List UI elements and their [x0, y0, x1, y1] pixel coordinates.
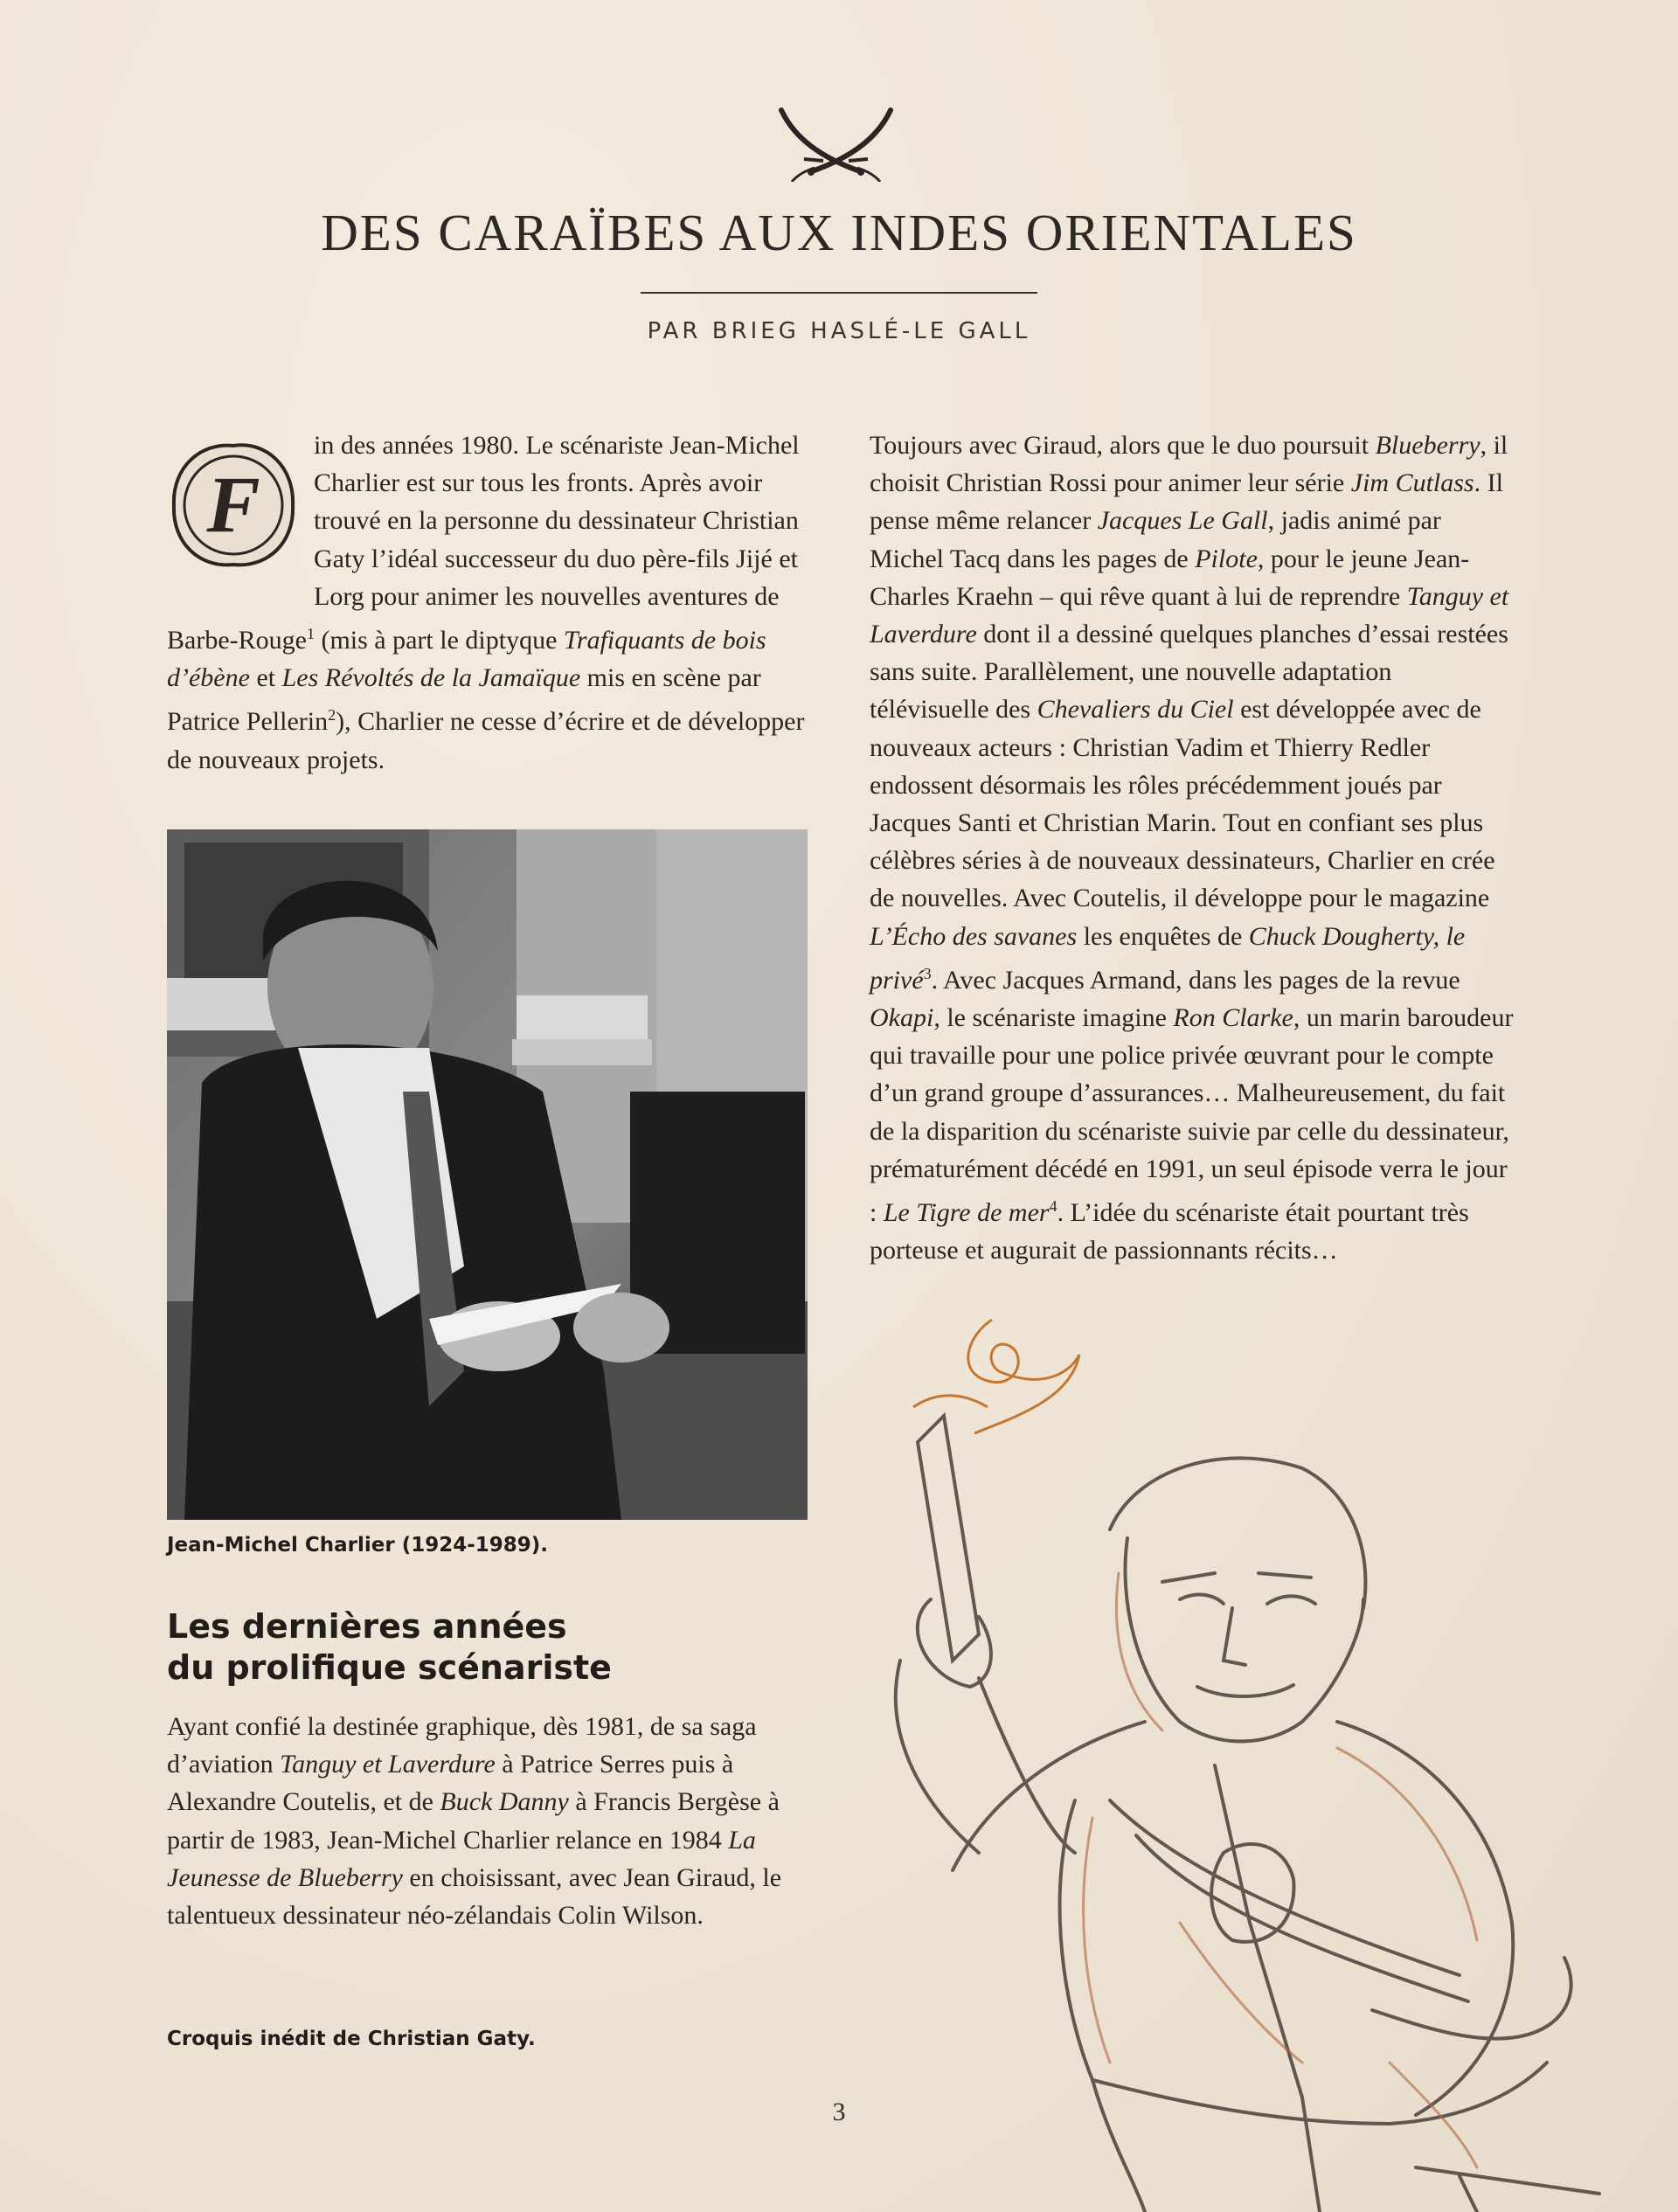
section-title: Tanguy et Laverdure	[280, 1750, 496, 1779]
body-text: dont il a dessiné quelques planches d’essai restées sans suite. Parallèlement, une nouvelle adaptation télévisuelle des	[870, 620, 1508, 725]
body-text: . Il pense même relancer	[870, 468, 1503, 536]
intro-text: (mis à part le diptyque	[314, 626, 564, 655]
body-text: . L’idée du scénariste était pourtant très porteuse et augurait de passionnants récits…	[870, 1198, 1469, 1265]
smoke-swirl	[905, 1311, 1097, 1442]
intro-text: et	[249, 663, 282, 693]
body-title: Pilote	[1195, 544, 1258, 573]
footnote-ref: 1	[306, 625, 315, 643]
body-title: Tanguy et Laverdure	[870, 581, 1509, 649]
body-text: , un marin baroudeur qui travaille pour une police privée œuvrant pour le compte d’un grand groupe d’assurances… Malheureusement, du fait de la disparition du scénariste suivie par celle du dessinateur, prématurément décédé en 1991, un seul épisode verra le jour :	[870, 1003, 1514, 1228]
photo-caption: Jean-Michel Charlier (1924-1989).	[167, 1534, 549, 1557]
section-heading-line: du prolifique scénariste	[167, 1648, 612, 1687]
crossed-sabres-icon	[777, 103, 895, 182]
footnote-ref: 3	[923, 964, 932, 982]
footnote-ref: 4	[1049, 1197, 1057, 1216]
section-paragraph	[167, 1708, 796, 1934]
body-text: , le scénariste imagine	[933, 1003, 1174, 1033]
body-title: Okapi	[870, 1003, 934, 1033]
body-title: Jim Cutlass	[1350, 468, 1474, 498]
drop-cap-seal	[163, 428, 303, 581]
body-title: L’Écho des savanes	[870, 921, 1078, 951]
title-divider	[641, 292, 1037, 294]
intro-title: Les Révoltés de la Jamaïque	[281, 663, 581, 693]
body-text: , pour le jeune Jean-Charles Kraehn – qui rêve quant à lui de reprendre	[870, 544, 1470, 611]
sketch-caption: Croquis inédit de Christian Gaty.	[167, 2028, 536, 2050]
page-number: 3	[832, 2098, 846, 2126]
body-title: Blueberry	[1375, 431, 1480, 460]
drop-cap-letter: F	[206, 460, 260, 549]
section-heading	[167, 1606, 779, 1688]
body-title: Ron Clarke	[1173, 1003, 1293, 1033]
pirate-sketch	[848, 1311, 1678, 2212]
body-title: Jacques Le Gall	[1097, 506, 1268, 536]
section-text: à Patrice Serres puis à Alexandre Coutelis, et de	[167, 1750, 734, 1817]
section-title: La Jeunesse de Blueberry	[167, 1825, 756, 1892]
intro-text: in des années 1980. Le scénariste Jean-Michel Charlier est sur tous les fronts. Après avoir trouvé en la personne du dessinateur Christian Gaty l’idéal successeur du duo père-fils Jijé et Lorg pour animer les nouvelles aventures de Barbe-Rouge	[167, 431, 800, 655]
body-text: . Avec Jacques Armand, dans les pages de la revue	[931, 965, 1460, 995]
section-text: à Francis Bergèse à partir de 1983, Jean-Michel Charlier relance en 1984	[167, 1787, 780, 1855]
body-text: les enquêtes de	[1077, 921, 1249, 951]
intro-text: ), Charlier ne cesse d’écrire et de développer de nouveaux projets.	[167, 707, 805, 774]
body-text: , il choisit Christian Rossi pour animer leur série	[870, 431, 1508, 498]
body-title: Chevaliers du Ciel	[1037, 695, 1234, 725]
byline: PAR BRIEG HASLÉ-LE GALL	[647, 318, 1031, 344]
section-text: en choisissant, avec Jean Giraud, le talentueux dessinateur néo-zélandais Colin Wilson.	[167, 1862, 782, 1931]
footnote-ref: 2	[328, 706, 336, 725]
intro-text: mis en scène par Patrice Pellerin	[167, 663, 761, 737]
right-column-paragraph	[870, 426, 1516, 1269]
section-text: Ayant confié la destinée graphique, dès 1981, de sa saga d’aviation	[167, 1712, 757, 1779]
body-title: Chuck Dougherty, le privé	[870, 921, 1466, 995]
body-title: Le Tigre de mer	[883, 1198, 1050, 1228]
body-text: Toujours avec Giraud, alors que le duo poursuit	[870, 431, 1376, 460]
section-title: Buck Danny	[440, 1787, 569, 1817]
section-heading-line: Les dernières années	[167, 1607, 567, 1646]
intro-title: Trafiquants de bois d’ébène	[167, 626, 766, 693]
intro-paragraph	[167, 426, 814, 779]
body-text: est développée avec de nouveaux acteurs : Christian Vadim et Thierry Redler endossent désormais les rôles précédemment joués par Jacques Santi et Christian Marin. Tout en confiant ses plus célèbres séries à de nouveaux dessinateurs, Charlier en crée de nouvelles. Avec Coutelis, il développe pour le magazine	[870, 695, 1495, 913]
body-text: , jadis animé par Michel Tacq dans les pages de	[870, 506, 1441, 573]
portrait-photo	[167, 829, 808, 1520]
page-title: DES CARAÏBES AUX INDES ORIENTALES	[321, 204, 1357, 261]
